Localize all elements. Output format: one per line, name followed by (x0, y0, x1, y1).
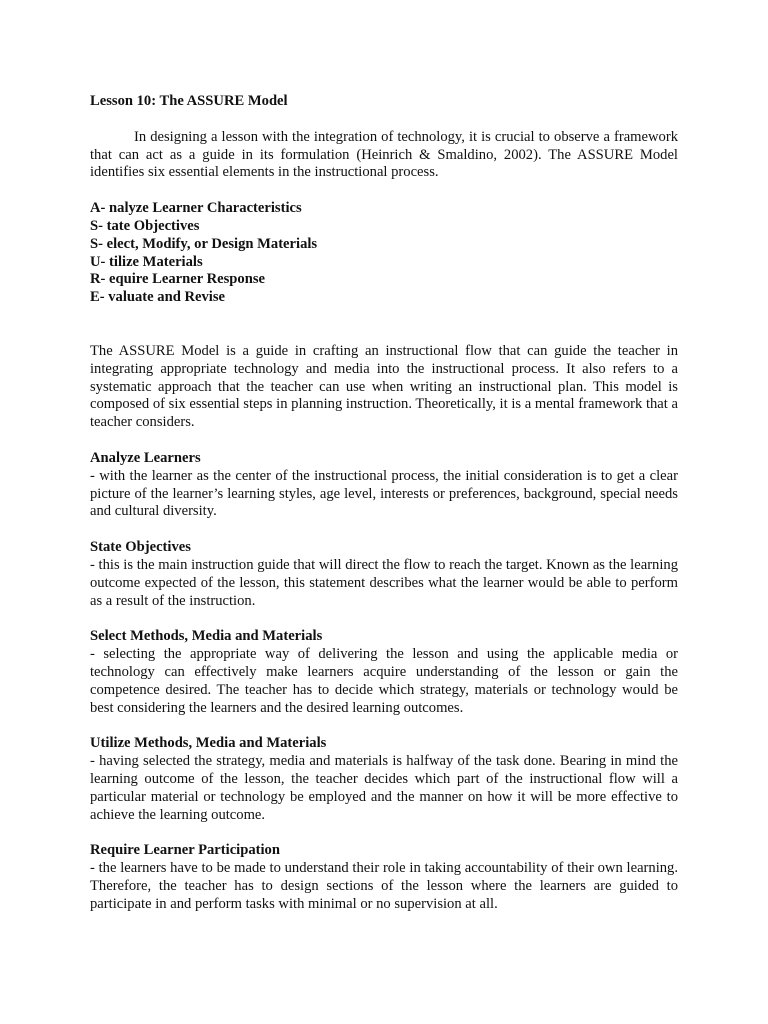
lesson-title: Lesson 10: The ASSURE Model (90, 93, 288, 109)
section-heading: Analyze Learners (90, 449, 201, 466)
section-heading: Utilize Methods, Media and Materials (90, 735, 327, 752)
section-body: - having selected the strategy, media and materials is halfway of the task done. Bearing in mind the learning outcome of the lesson, the teacher decides which part of the instructional flow will a particular material or technology be employed and the manner on how it will be more effective to achieve the learning outcome. (90, 753, 678, 823)
spacer (90, 432, 678, 450)
acronym-item-state: S- tate Objectives (90, 217, 200, 234)
section-utilize-methods (90, 735, 678, 824)
section-body: - this is the main instruction guide that will direct the flow to reach the target. Known as the learning outcome expected of the lesson, this statement describes what the learner would be able to perform as a result of the instruction. (90, 556, 678, 609)
assure-acronym-list (90, 200, 678, 307)
section-body: - selecting the appropriate way of delivering the lesson and using the applicable media or technology can effectively make learners acquire understanding of the lesson or gain the competence desired. The teacher has to decide which strategy, materials or technology would be best considering the learners and the desired learning outcomes. (90, 646, 678, 716)
spacer (90, 307, 678, 343)
section-body: - the learners have to be made to understand their role in taking accountability of their own learning. Therefore, the teacher has to design sections of the lesson where the learners are guided to participate in and perform tasks with minimal or no supervision at all. (90, 860, 678, 912)
section-analyze-learners (90, 450, 678, 521)
spacer (90, 182, 678, 200)
acronym-item-analyze: A- nalyze Learner Characteristics (90, 200, 302, 217)
section-body: - with the learner as the center of the instructional process, the initial consideration is to get a clear picture of the learner’s learning styles, age level, interests or preferences, background, special needs and cultural diversity. (90, 467, 678, 520)
acronym-item-require: R- equire Learner Response (90, 271, 265, 288)
acronym-item-evaluate: E- valuate and Revise (90, 289, 225, 306)
acronym-item-select: S- elect, Modify, or Design Materials (90, 235, 318, 252)
section-heading: Require Learner Participation (90, 842, 280, 859)
section-require-participation (90, 842, 678, 913)
acronym-item-utilize: U- tilize Materials (90, 253, 203, 270)
section-heading: Select Methods, Media and Materials (90, 628, 323, 645)
overview-paragraph: The ASSURE Model is a guide in crafting an instructional flow that can guide the teacher in integrating appropriate technology and media into the instructional process. It also refers to a systematic approach that the teacher can use when writing an instructional plan. This model is composed of six essential steps in planning instruction. Theoretically, it is a mental framework that a teacher considers. (90, 342, 678, 431)
section-state-objectives (90, 539, 678, 610)
section-heading: State Objectives (90, 539, 191, 556)
section-select-methods (90, 628, 678, 717)
intro-paragraph: In designing a lesson with the integration of technology, it is crucial to observe a framework that can act as a guide in its formulation (Heinrich & Smaldino, 2002). The ASSURE Model identifies six essential elements in the instructional process. (90, 128, 678, 181)
